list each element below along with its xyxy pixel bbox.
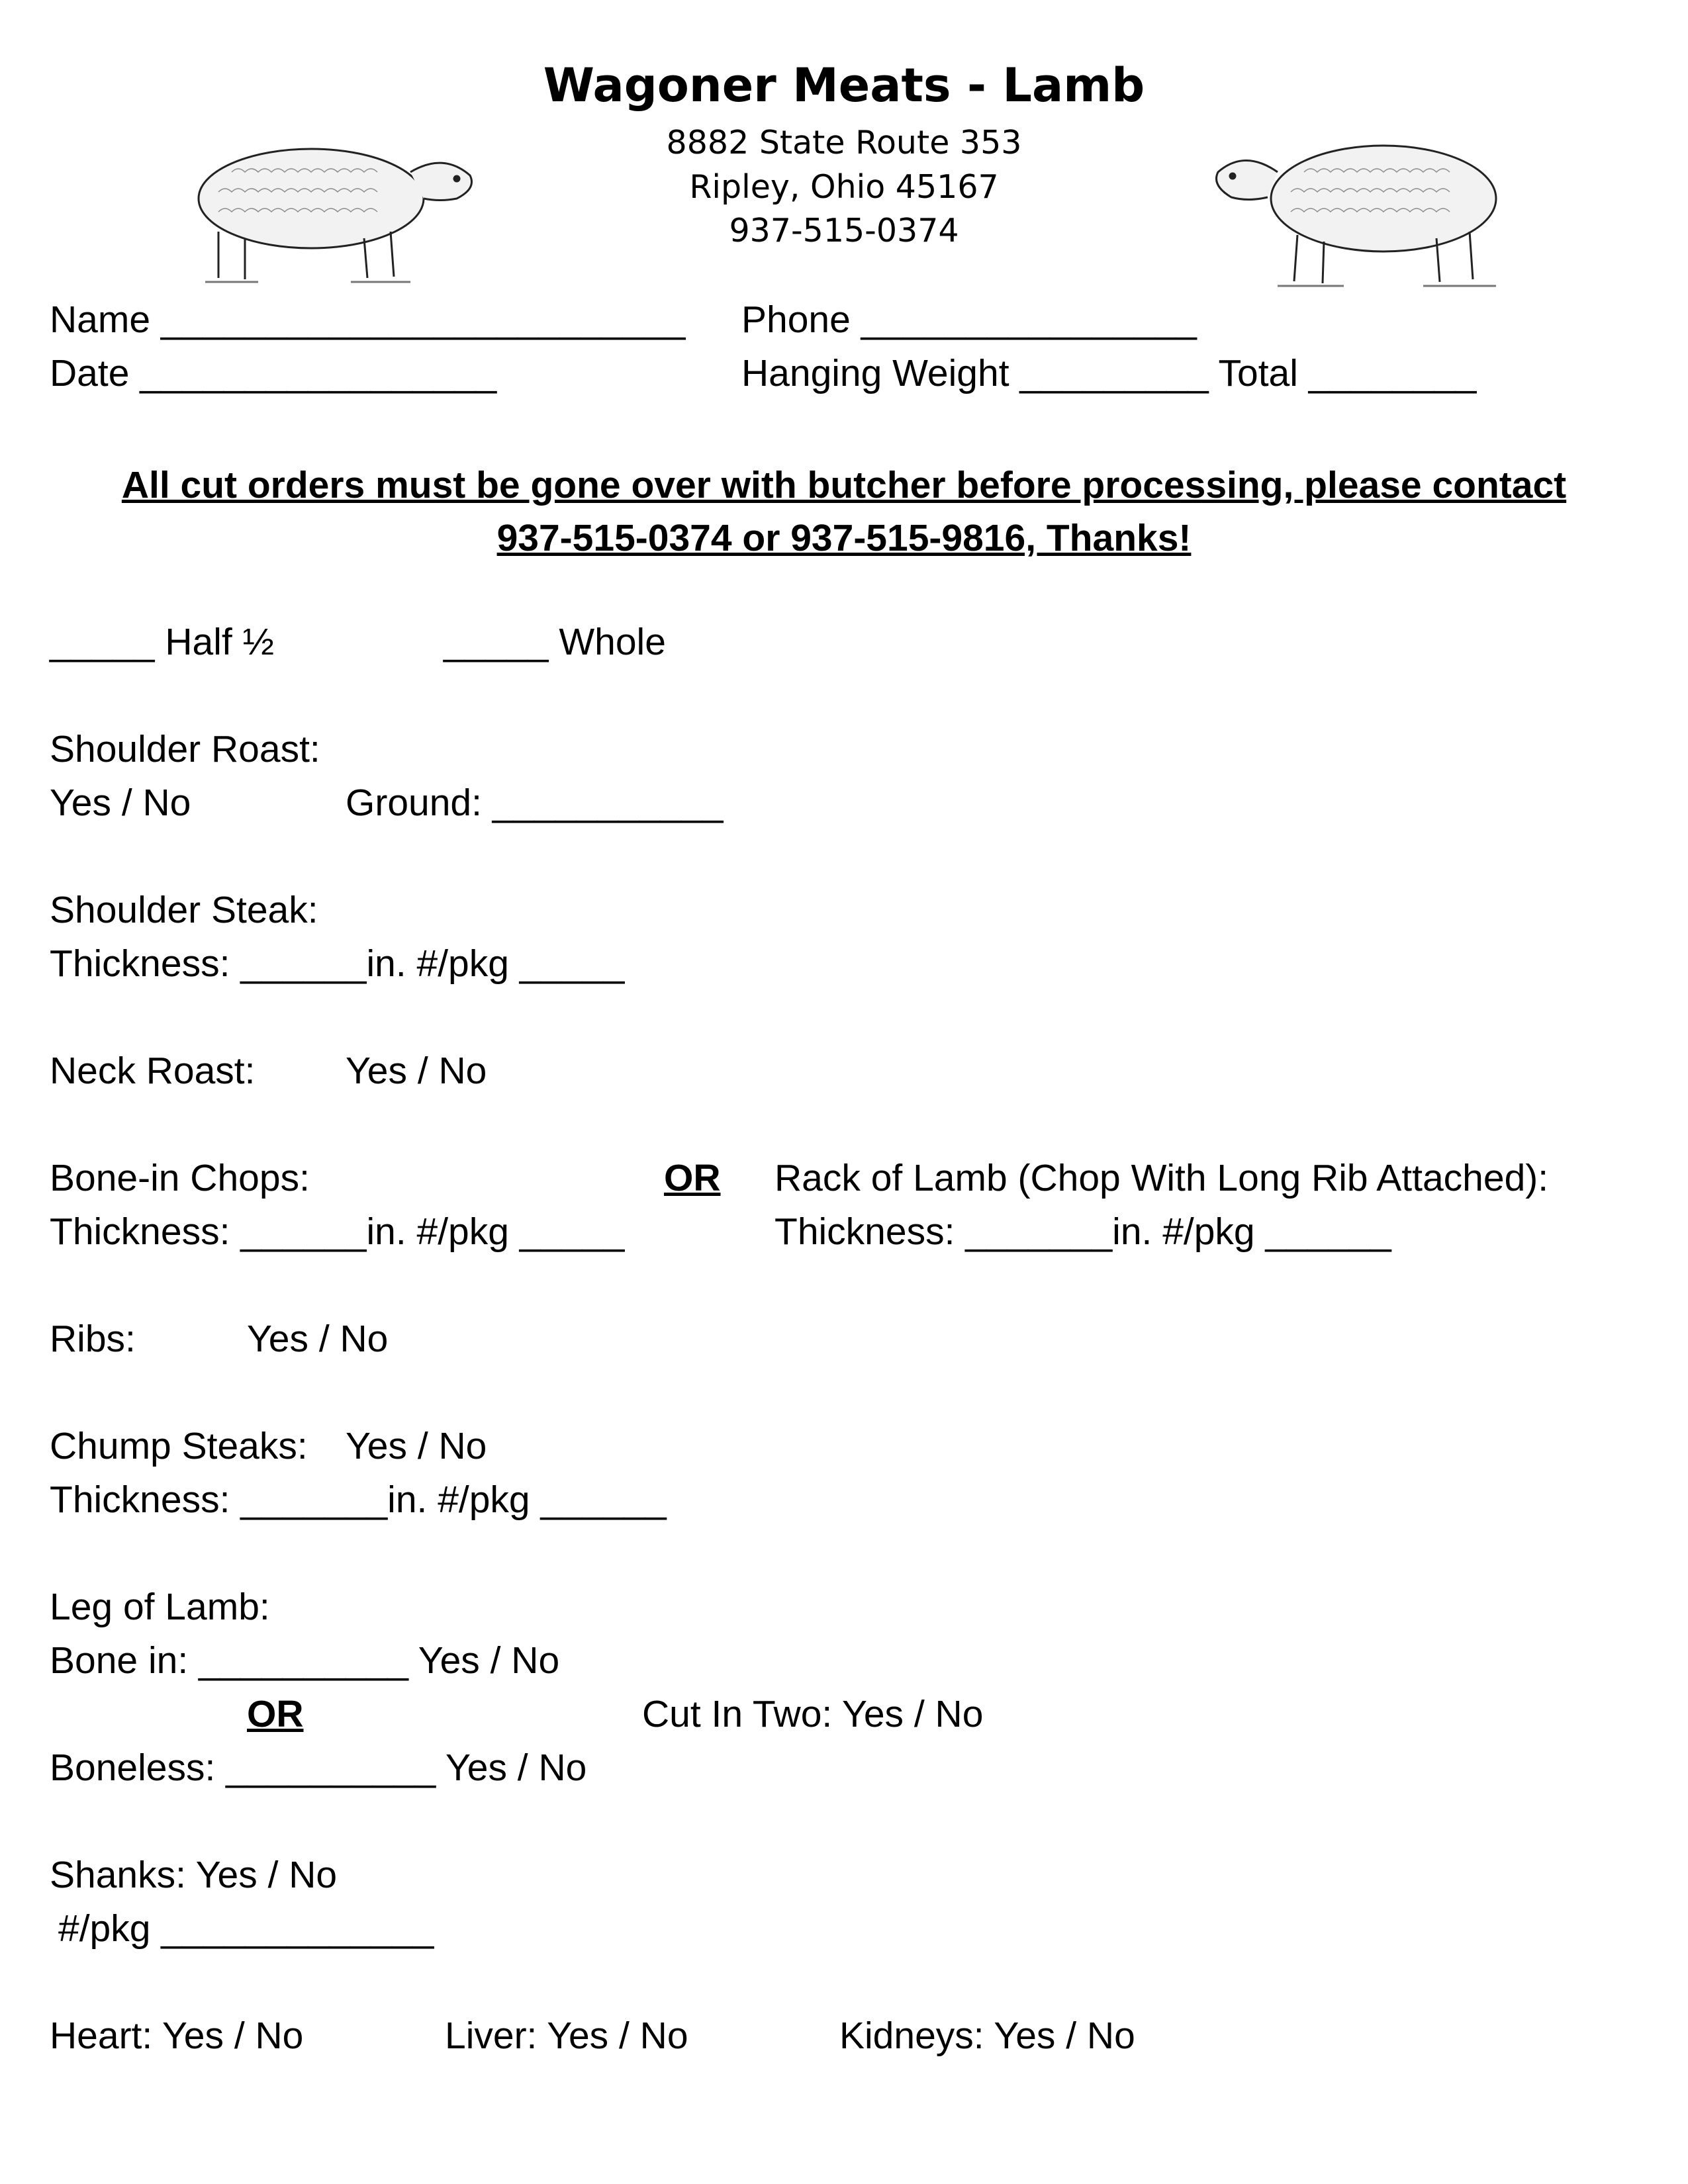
neck-roast-label: Neck Roast: [50,1050,256,1092]
shanks-yes-no[interactable]: Shanks: Yes / No [50,1854,338,1896]
ribs-yes-no[interactable]: Yes / No [247,1318,389,1360]
rack-of-lamb-label: Rack of Lamb (Chop With Long Rib Attached): [774,1157,1549,1199]
shoulder-roast-label: Shoulder Roast: [50,728,320,770]
shanks-pkg-field[interactable]: #/pkg _____________ [58,1907,434,1950]
hanging-weight-total-field[interactable]: Hanging Weight _________ Total ________ [741,352,1477,394]
name-field[interactable]: Name _________________________ [50,298,686,341]
heart-yes-no[interactable]: Heart: Yes / No [50,2015,304,2057]
phone-field[interactable]: Phone ________________ [741,298,1197,341]
chump-steaks-label: Chump Steaks: [50,1425,308,1467]
leg-cut-in-two-field[interactable]: Cut In Two: Yes / No [642,1693,984,1735]
bone-in-chops-label: Bone-in Chops: [50,1157,310,1199]
sheep-right-icon [1205,119,1509,298]
shoulder-steak-thickness-field[interactable]: Thickness: ______in. #/pkg _____ [50,942,625,985]
address-line-1: 8882 State Route 353 [666,124,1022,161]
half-option[interactable]: _____ Half ½ [50,621,275,663]
chops-or-label: OR [664,1157,721,1199]
shoulder-steak-label: Shoulder Steak: [50,889,318,931]
liver-yes-no[interactable]: Liver: Yes / No [445,2015,688,2057]
rack-thickness-field[interactable]: Thickness: _______in. #/pkg ______ [774,1210,1391,1253]
header-phone: 937-515-0374 [729,212,959,250]
leg-or-label: OR [247,1693,304,1735]
sheep-left-icon [179,126,483,291]
shoulder-roast-ground-field[interactable]: Ground: ___________ [346,782,724,824]
chump-thickness-field[interactable]: Thickness: _______in. #/pkg ______ [50,1479,667,1521]
shoulder-roast-yes-no[interactable]: Yes / No [50,782,191,824]
kidneys-yes-no[interactable]: Kidneys: Yes / No [839,2015,1135,2057]
chump-steaks-yes-no[interactable]: Yes / No [346,1425,487,1467]
address-line-2: Ripley, Ohio 45167 [689,168,999,206]
leg-of-lamb-label: Leg of Lamb: [50,1586,270,1628]
whole-option[interactable]: _____ Whole [444,621,666,663]
leg-bone-in-field[interactable]: Bone in: __________ Yes / No [50,1639,560,1682]
neck-roast-yes-no[interactable]: Yes / No [346,1050,487,1092]
notice-line-1: All cut orders must be gone over with butcher before processing, please contact [121,464,1567,506]
chops-thickness-field[interactable]: Thickness: ______in. #/pkg _____ [50,1210,625,1253]
notice-line-2: 937-515-0374 or 937-515-9816, Thanks! [496,517,1192,559]
ribs-label: Ribs: [50,1318,136,1360]
date-field[interactable]: Date _________________ [50,352,497,394]
form-title: Wagoner Meats - Lamb [543,58,1145,113]
leg-boneless-field[interactable]: Boneless: __________ Yes / No [50,1747,587,1789]
